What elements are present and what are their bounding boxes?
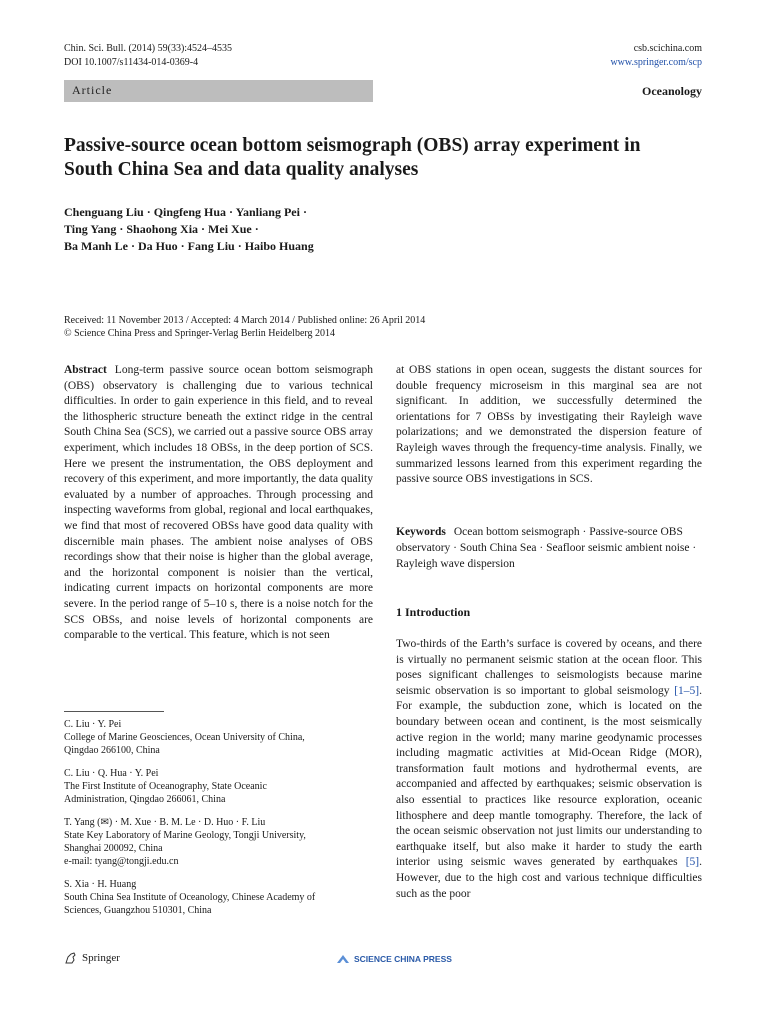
abstract-heading: Abstract (64, 364, 107, 376)
section-label: Oceanology (642, 84, 702, 98)
springer-link[interactable]: www.springer.com/scp (610, 57, 702, 68)
affiliation-line: South China Sea Institute of Oceanology, Chinese Academy of (64, 892, 316, 903)
keywords-block (396, 524, 702, 572)
affiliation-line: Shanghai 200092, China (64, 843, 163, 854)
doi: DOI 10.1007/s11434-014-0369-4 (64, 57, 199, 68)
intro-body (396, 637, 702, 902)
keywords-text: Ocean bottom seismograph · Passive-source OBS observatory · South China Sea · Seafloor seismic ambient noise · Rayleigh wave dispersion (396, 526, 697, 570)
footnote-divider (64, 711, 164, 712)
affiliation-block (64, 718, 373, 757)
intro-text: . For example, the subduction zone, which is located on the boundary between ocean and continent, is the most seismically active region in the world; many marine geodynamic processes including magmatic activities at Mid-Ocean Ridge (MOR), transformation fault motions and hydrothermal events, are accompanied and affected by earthquakes; seismic observation is also essential to practices like resource exploration, oceanic lithosphere and deep mantle tomography. Therefore, the lack of the ocean seismic observation not just limits our understanding to earthquake itself, but also make it harder to study the earth interior using seismic waves generated by earthquakes (396, 684, 702, 869)
journal-site: csb.scichina.com (633, 43, 702, 54)
keywords-heading: Keywords (396, 526, 446, 538)
springer-horse-icon (64, 951, 78, 965)
email-link[interactable]: e-mail: tyang@tongji.edu.cn (64, 856, 179, 867)
citation: Chin. Sci. Bull. (2014) 59(33):4524–4535 (64, 43, 233, 54)
intro-heading: 1 Introduction (396, 605, 471, 619)
publication-dates (64, 314, 704, 340)
author-list (64, 204, 384, 255)
affiliation-block (64, 816, 373, 868)
reference-link[interactable]: [5] (685, 856, 700, 869)
author-line: Chenguang Liu · Qingfeng Hua · Yanliang Pei · (64, 205, 307, 219)
article-label: Article (72, 83, 113, 97)
paper-title: Passive-source ocean bottom seismograph (OBS) array experiment in South China Sea and data quality analyses (64, 135, 641, 180)
affiliation-block (64, 878, 373, 917)
article-type-band (64, 80, 373, 102)
abstract-text: Long-term passive source ocean bottom seismograph (OBS) observatory is challenging due to various technical difficulties. In order to gain experience in this field, and to reveal the lithospheric structure beneath the extinct ridge in the central South China Sea (SCS), we carried out a passive source OBS array experiment, which includes 18 OBSs, in the deep portion of SCS. Here we present the instrumentation, the OBS deployment and recovery of this experiment, and more importantly, the data quality evaluated by a number of approaches. Through processing and inspecting waveforms from global, regional and local earthquakes, we find that most of recovered OBSs have good data quality with discernible main phases. The ambient noise analyses of OBS recordings show that their noise is higher than the global average, and the horizontal component is noisier than the vertical, indicating current impacts on horizontal components are more severe. In the period range of 5–10 s, there is a noise notch for the SCS OBSs, and noise levels of horizontal components are comparable to the vertical. This feature, which is not seen (64, 364, 373, 642)
affiliation-block (64, 767, 373, 806)
affiliation-names: S. Xia · H. Huang (64, 879, 137, 890)
copyright-line: © Science China Press and Springer-Verlag Berlin Heidelberg 2014 (64, 328, 336, 339)
intro-text: Two-thirds of the Earth’s surface is covered by oceans, and there is virtually no permanent seismic station at the ocean floor. This poses significant challenges to seismologists because marine seismic observation is so important to global seismology (396, 638, 702, 697)
affiliation-line: Qingdao 266100, China (64, 745, 160, 756)
reference-link[interactable]: [1–5] (674, 684, 700, 697)
press-name: SCIENCE CHINA PRESS (354, 954, 452, 964)
abstract-continued-text: at OBS stations in open ocean, suggests the distant sources for double frequency microseism in this marginal sea are not significant. In addition, we successfully determined the orientations for 7 OBSs by investigating their Rayleigh wave polarizations; and we demonstrated the dispersion feature of Rayleigh waves through the frequency-time analysis. Finally, we summarized lessons learned from this experiment regarding the passive source OBS investigations in SCS. (396, 364, 702, 486)
springer-name: Springer (82, 952, 120, 964)
intro-text: . However, due to the high cost and various technique difficulties such as the poor (396, 856, 702, 900)
abstract-block (64, 363, 373, 644)
science-china-press-footer (336, 953, 452, 965)
affiliations (64, 718, 373, 927)
affiliation-line: College of Marine Geosciences, Ocean University of China, (64, 732, 305, 743)
affiliation-line: Administration, Qingdao 266061, China (64, 794, 226, 805)
affiliation-names: C. Liu · Q. Hua · Y. Pei (64, 768, 159, 779)
affiliation-line: The First Institute of Oceanography, State Oceanic (64, 781, 267, 792)
affiliation-names: C. Liu · Y. Pei (64, 719, 122, 730)
author-line: Ting Yang · Shaohong Xia · Mei Xue · (64, 222, 259, 236)
springer-footer (64, 951, 120, 965)
abstract-continued (396, 363, 702, 488)
affiliation-names: T. Yang (✉) · M. Xue · B. M. Le · D. Huo · F. Liu (64, 817, 266, 828)
affiliation-line: State Key Laboratory of Marine Geology, Tongji University, (64, 830, 306, 841)
history-line: Received: 11 November 2013 / Accepted: 4 March 2014 / Published online: 26 April 2014 (64, 315, 426, 326)
affiliation-line: Sciences, Guangzhou 510301, China (64, 905, 212, 916)
science-china-press-logo-icon (336, 953, 350, 965)
author-line: Ba Manh Le · Da Huo · Fang Liu · Haibo Huang (64, 239, 314, 253)
